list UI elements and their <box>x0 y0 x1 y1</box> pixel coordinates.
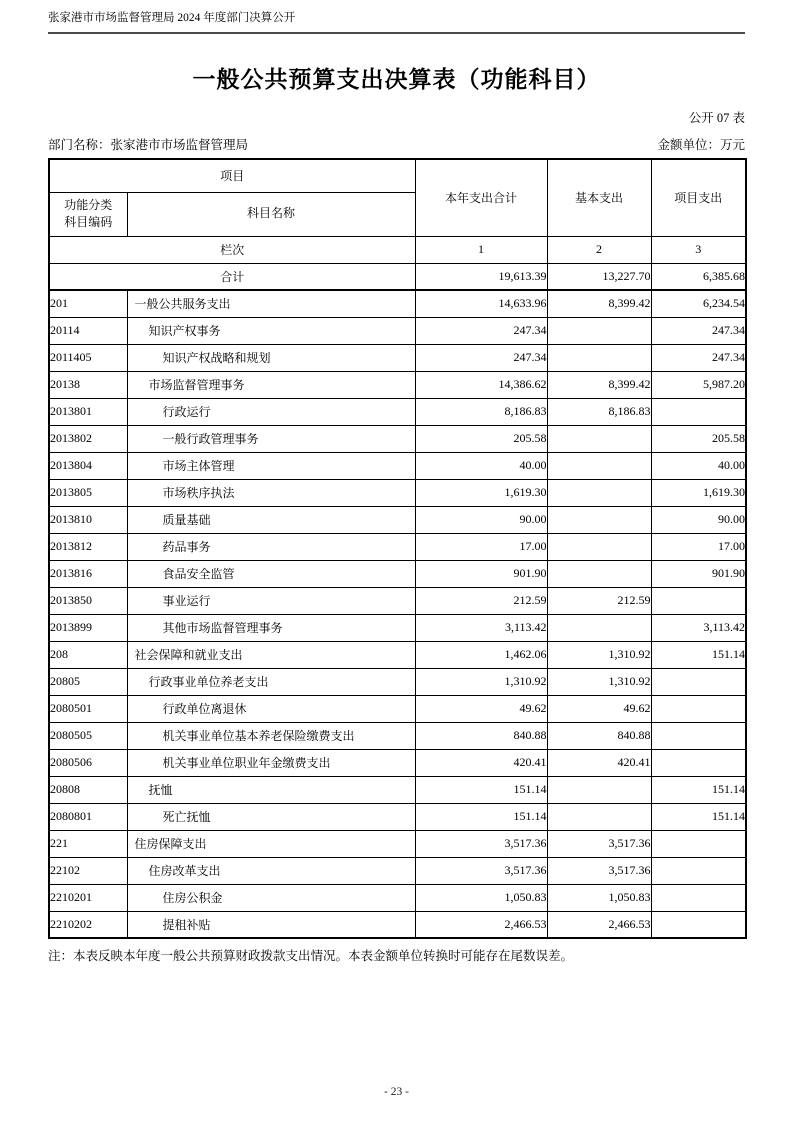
row-project-expenditure: 205.58 <box>651 425 746 452</box>
row-function-code: 201 <box>49 290 127 317</box>
table-meta-row <box>48 135 745 153</box>
row-project-expenditure: 1,619.30 <box>651 479 746 506</box>
header-total-expenditure: 本年支出合计 <box>415 159 547 236</box>
row-project-expenditure: 5,987.20 <box>651 371 746 398</box>
row-total-expenditure: 901.90 <box>415 560 547 587</box>
row-subject-name: 一般公共服务支出 <box>127 290 415 317</box>
row-subject-name: 行政事业单位养老支出 <box>127 668 415 695</box>
row-subject-name: 知识产权战略和规划 <box>127 344 415 371</box>
table-row <box>49 425 746 452</box>
row-basic-expenditure: 1,050.83 <box>547 884 651 911</box>
row-subject-name: 市场秩序执法 <box>127 479 415 506</box>
row-function-code: 20805 <box>49 668 127 695</box>
table-footnote: 注：本表反映本年度一般公共预算财政拨款支出情况。本表金额单位转换时可能存在尾数误差。 <box>48 949 574 963</box>
header-subject-name: 科目名称 <box>127 192 415 236</box>
row-total-expenditure: 205.58 <box>415 425 547 452</box>
row-function-code: 2080801 <box>49 803 127 830</box>
page-number: - 23 - <box>384 1086 409 1098</box>
row-project-expenditure <box>651 830 746 857</box>
row-basic-expenditure <box>547 560 651 587</box>
row-project-expenditure: 40.00 <box>651 452 746 479</box>
department-name-label: 部门名称：张家港市市场监督管理局 <box>48 138 249 152</box>
header-col-no-3: 3 <box>651 236 746 263</box>
row-project-expenditure: 17.00 <box>651 533 746 560</box>
grand-total-basic: 13,227.70 <box>547 263 651 290</box>
header-function-code <box>49 192 127 236</box>
header-project-group: 项目 <box>49 159 415 192</box>
header-basic-expenditure: 基本支出 <box>547 159 651 236</box>
header-function-code-line2: 科目编码 <box>64 215 113 229</box>
table-row <box>49 722 746 749</box>
table-row <box>49 695 746 722</box>
row-subject-name: 死亡抚恤 <box>127 803 415 830</box>
table-row <box>49 398 746 425</box>
row-function-code: 2013804 <box>49 452 127 479</box>
row-total-expenditure: 14,633.96 <box>415 290 547 317</box>
row-project-expenditure <box>651 587 746 614</box>
row-function-code: 208 <box>49 641 127 668</box>
row-total-expenditure: 1,050.83 <box>415 884 547 911</box>
grand-total-expenditure: 19,613.39 <box>415 263 547 290</box>
row-total-expenditure: 49.62 <box>415 695 547 722</box>
row-total-expenditure: 151.14 <box>415 803 547 830</box>
row-subject-name: 知识产权事务 <box>127 317 415 344</box>
row-total-expenditure: 247.34 <box>415 344 547 371</box>
row-total-expenditure: 1,462.06 <box>415 641 547 668</box>
row-function-code: 2013816 <box>49 560 127 587</box>
row-subject-name: 事业运行 <box>127 587 415 614</box>
row-function-code: 2080501 <box>49 695 127 722</box>
row-project-expenditure <box>651 884 746 911</box>
row-project-expenditure: 151.14 <box>651 641 746 668</box>
table-body <box>49 263 746 938</box>
row-project-expenditure: 151.14 <box>651 803 746 830</box>
row-function-code: 2210201 <box>49 884 127 911</box>
row-basic-expenditure: 8,399.42 <box>547 371 651 398</box>
page-content <box>48 0 745 964</box>
row-basic-expenditure <box>547 776 651 803</box>
row-function-code: 20114 <box>49 317 127 344</box>
row-basic-expenditure <box>547 425 651 452</box>
row-subject-name: 市场监督管理事务 <box>127 371 415 398</box>
row-project-expenditure <box>651 668 746 695</box>
row-total-expenditure: 8,186.83 <box>415 398 547 425</box>
table-row <box>49 317 746 344</box>
header-row-project-group <box>49 159 746 192</box>
row-function-code: 2013812 <box>49 533 127 560</box>
row-project-expenditure: 90.00 <box>651 506 746 533</box>
row-basic-expenditure <box>547 533 651 560</box>
row-basic-expenditure: 3,517.36 <box>547 830 651 857</box>
row-basic-expenditure <box>547 506 651 533</box>
grand-total-project: 6,385.68 <box>651 263 746 290</box>
row-subject-name: 社会保障和就业支出 <box>127 641 415 668</box>
row-basic-expenditure: 3,517.36 <box>547 857 651 884</box>
row-basic-expenditure <box>547 344 651 371</box>
table-row <box>49 803 746 830</box>
row-total-expenditure: 40.00 <box>415 452 547 479</box>
page-title: 一般公共预算支出决算表（功能科目） <box>192 67 601 92</box>
amount-unit-label: 金额单位：万元 <box>657 138 745 152</box>
row-function-code: 20808 <box>49 776 127 803</box>
row-function-code: 2013850 <box>49 587 127 614</box>
table-header <box>49 159 746 263</box>
row-subject-name: 住房公积金 <box>127 884 415 911</box>
row-project-expenditure <box>651 911 746 938</box>
header-project-expenditure: 项目支出 <box>651 159 746 236</box>
row-total-expenditure: 14,386.62 <box>415 371 547 398</box>
row-function-code: 221 <box>49 830 127 857</box>
table-row <box>49 560 746 587</box>
document-header-text: 张家港市市场监督管理局 2024 年度部门决算公开 <box>48 12 296 24</box>
table-row <box>49 911 746 938</box>
row-basic-expenditure <box>547 479 651 506</box>
row-function-code: 2080505 <box>49 722 127 749</box>
header-col-no-1: 1 <box>415 236 547 263</box>
row-subject-name: 食品安全监管 <box>127 560 415 587</box>
table-row <box>49 830 746 857</box>
header-row-column-numbers <box>49 236 746 263</box>
row-function-code: 2013899 <box>49 614 127 641</box>
row-total-expenditure: 1,619.30 <box>415 479 547 506</box>
row-basic-expenditure: 8,399.42 <box>547 290 651 317</box>
table-row <box>49 776 746 803</box>
row-basic-expenditure: 840.88 <box>547 722 651 749</box>
row-project-expenditure <box>651 398 746 425</box>
row-subject-name: 行政单位离退休 <box>127 695 415 722</box>
row-subject-name: 市场主体管理 <box>127 452 415 479</box>
grand-total-label: 合计 <box>49 263 415 290</box>
row-project-expenditure <box>651 857 746 884</box>
row-basic-expenditure <box>547 803 651 830</box>
row-function-code: 2210202 <box>49 911 127 938</box>
row-project-expenditure: 151.14 <box>651 776 746 803</box>
row-project-expenditure: 247.34 <box>651 344 746 371</box>
row-total-expenditure: 420.41 <box>415 749 547 776</box>
table-row <box>49 452 746 479</box>
row-basic-expenditure: 1,310.92 <box>547 668 651 695</box>
row-project-expenditure <box>651 722 746 749</box>
row-total-expenditure: 3,113.42 <box>415 614 547 641</box>
row-subject-name: 住房改革支出 <box>127 857 415 884</box>
table-row <box>49 479 746 506</box>
row-project-expenditure: 3,113.42 <box>651 614 746 641</box>
row-subject-name: 其他市场监督管理事务 <box>127 614 415 641</box>
row-project-expenditure: 6,234.54 <box>651 290 746 317</box>
table-row <box>49 587 746 614</box>
row-function-code: 2013802 <box>49 425 127 452</box>
row-subject-name: 提租补贴 <box>127 911 415 938</box>
row-function-code: 2080506 <box>49 749 127 776</box>
row-function-code: 2013805 <box>49 479 127 506</box>
table-row <box>49 749 746 776</box>
row-project-expenditure: 901.90 <box>651 560 746 587</box>
table-row <box>49 506 746 533</box>
row-total-expenditure: 1,310.92 <box>415 668 547 695</box>
row-subject-name: 抚恤 <box>127 776 415 803</box>
header-column-label: 栏次 <box>49 236 415 263</box>
public-table-number: 公开 07 表 <box>688 111 745 125</box>
row-total-expenditure: 90.00 <box>415 506 547 533</box>
row-total-expenditure: 2,466.53 <box>415 911 547 938</box>
row-basic-expenditure <box>547 317 651 344</box>
row-basic-expenditure <box>547 614 651 641</box>
row-total-expenditure: 17.00 <box>415 533 547 560</box>
table-row <box>49 533 746 560</box>
row-subject-name: 住房保障支出 <box>127 830 415 857</box>
row-subject-name: 机关事业单位职业年金缴费支出 <box>127 749 415 776</box>
row-total-expenditure: 3,517.36 <box>415 830 547 857</box>
row-function-code: 20138 <box>49 371 127 398</box>
row-function-code: 2011405 <box>49 344 127 371</box>
row-project-expenditure <box>651 749 746 776</box>
row-basic-expenditure: 2,466.53 <box>547 911 651 938</box>
header-col-no-2: 2 <box>547 236 651 263</box>
table-row <box>49 371 746 398</box>
row-function-code: 2013801 <box>49 398 127 425</box>
row-subject-name: 一般行政管理事务 <box>127 425 415 452</box>
row-basic-expenditure: 212.59 <box>547 587 651 614</box>
row-project-expenditure: 247.34 <box>651 317 746 344</box>
row-total-expenditure: 3,517.36 <box>415 857 547 884</box>
table-row <box>49 857 746 884</box>
row-function-code: 2013810 <box>49 506 127 533</box>
row-basic-expenditure: 8,186.83 <box>547 398 651 425</box>
row-basic-expenditure <box>547 452 651 479</box>
grand-total-row <box>49 263 746 290</box>
header-function-code-line1: 功能分类 <box>64 197 113 212</box>
row-subject-name: 机关事业单位基本养老保险缴费支出 <box>127 722 415 749</box>
row-function-code: 22102 <box>49 857 127 884</box>
row-total-expenditure: 247.34 <box>415 317 547 344</box>
row-subject-name: 行政运行 <box>127 398 415 425</box>
table-row <box>49 614 746 641</box>
row-subject-name: 质量基础 <box>127 506 415 533</box>
table-row <box>49 290 746 317</box>
table-row <box>49 641 746 668</box>
table-row <box>49 344 746 371</box>
row-project-expenditure <box>651 695 746 722</box>
row-total-expenditure: 151.14 <box>415 776 547 803</box>
row-total-expenditure: 840.88 <box>415 722 547 749</box>
table-row <box>49 884 746 911</box>
table-row <box>49 668 746 695</box>
row-basic-expenditure: 420.41 <box>547 749 651 776</box>
budget-expenditure-table <box>48 158 747 939</box>
row-basic-expenditure: 49.62 <box>547 695 651 722</box>
row-basic-expenditure: 1,310.92 <box>547 641 651 668</box>
row-subject-name: 药品事务 <box>127 533 415 560</box>
document-header <box>48 0 745 34</box>
row-total-expenditure: 212.59 <box>415 587 547 614</box>
